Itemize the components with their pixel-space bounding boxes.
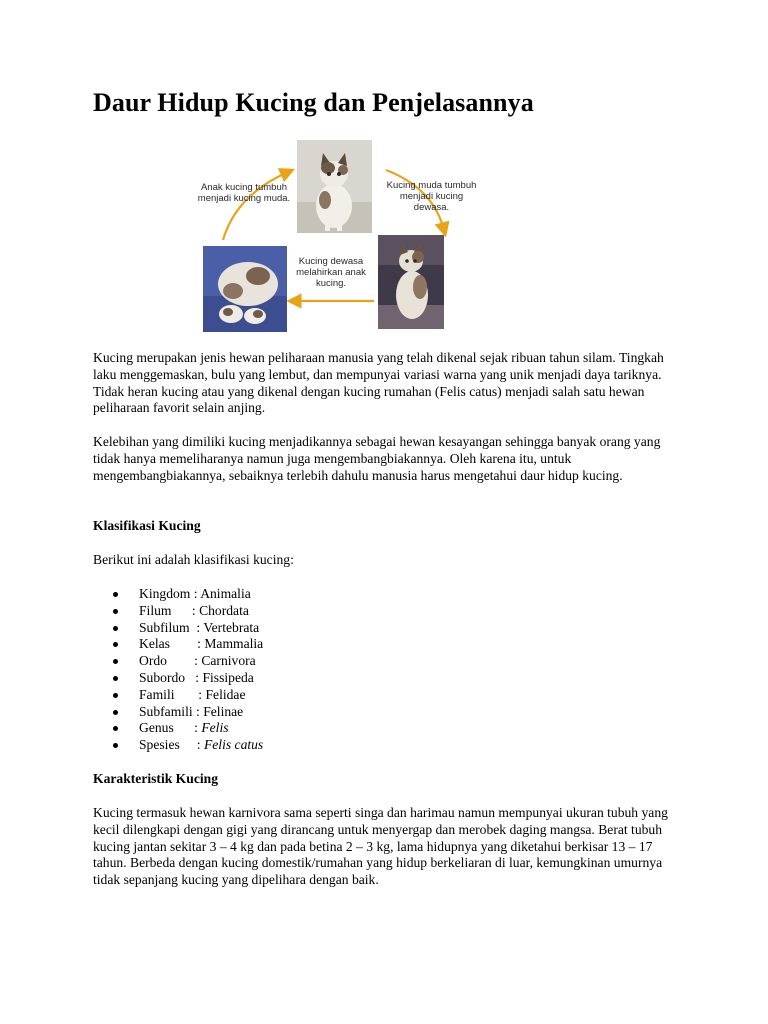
bullet-icon xyxy=(113,626,118,631)
cat-with-kittens-photo xyxy=(203,246,287,332)
label-young-to-adult: Kucing muda tumbuh menjadi kucing dewasa. xyxy=(386,180,477,213)
list-item: Subordo : Fissipeda xyxy=(93,670,263,687)
list-item: Filum : Chordata xyxy=(93,603,263,620)
klasifikasi-value: Felis catus xyxy=(203,737,264,753)
adult-cat-photo xyxy=(378,235,444,329)
klasifikasi-value: Fissipeda xyxy=(202,669,254,685)
klasifikasi-name: Spesies xyxy=(139,737,180,753)
paragraph-kelebihan: Kelebihan yang dimiliki kucing menjadikannya sebagai hewan kesayangan sehingga banyak orang yang tidak hanya memeliharanya namun juga mengembangbiakannya. Oleh karena itu, untuk mengembangbiakannya, sebaiknya terlebih dahulu manusia harus mengetahui daur hidup kucing. xyxy=(93,434,661,483)
bullet-icon xyxy=(113,743,118,748)
klasifikasi-value: Carnivora xyxy=(201,653,256,669)
bullet-icon xyxy=(113,609,118,614)
list-item: Subfilum : Vertebrata xyxy=(93,620,263,637)
klasifikasi-value: Animalia xyxy=(200,586,251,601)
klasifikasi-name: Filum xyxy=(139,602,172,618)
klasifikasi-name: Subordo xyxy=(139,669,186,685)
klasifikasi-value: Chordata xyxy=(199,602,249,618)
klasifikasi-list xyxy=(93,586,263,754)
klasifikasi-name: Ordo xyxy=(139,653,167,669)
klasifikasi-value: Felidae xyxy=(205,686,246,702)
life-cycle-figure xyxy=(188,140,488,332)
page-title: Daur Hidup Kucing dan Penjelasannya xyxy=(93,88,534,117)
list-item: Famili : Felidae xyxy=(93,687,263,704)
klasifikasi-value: Mammalia xyxy=(204,636,264,652)
paragraph-karakteristik: Kucing termasuk hewan karnivora sama seperti singa dan harimau namun mempunyai ukuran tubuh yang kecil dilengkapi dengan gigi yang dirancang untuk menyergap dan merobek daging mangsa. Berat tubuh kucing jantan sekitar 3 – 4 kg dan pada betina 2 – 3 kg, lama hidupnya yang diketahui berkisar 13 – 17 tahun. Berbeda dengan kucing domestik/rumahan yang hidup berkeliaran di luar, kemungkinan umurnya tidak sepanjang kucing yang dipelihara dengan baik. xyxy=(93,805,668,888)
bullet-icon xyxy=(113,693,118,698)
klasifikasi-name: Subfamili xyxy=(139,703,193,719)
bullet-icon xyxy=(113,642,118,647)
bullet-icon xyxy=(113,710,118,715)
label-adult-gives-birth: Kucing dewasa melahirkan anak kucing. xyxy=(296,256,366,289)
klasifikasi-value: Felinae xyxy=(203,703,244,719)
klasifikasi-value: Felis xyxy=(201,720,229,736)
klasifikasi-name: Kingdom xyxy=(139,586,191,601)
list-item: Ordo : Carnivora xyxy=(93,653,263,670)
heading-karakteristik: Karakteristik Kucing xyxy=(93,771,218,786)
klasifikasi-name: Kelas xyxy=(139,636,170,652)
list-item: Genus : Felis xyxy=(93,720,263,737)
heading-klasifikasi: Klasifikasi Kucing xyxy=(93,518,201,533)
bullet-icon xyxy=(113,659,118,664)
paragraph-klasifikasi-intro: Berikut ini adalah klasifikasi kucing: xyxy=(93,552,294,567)
kitten-photo xyxy=(297,140,372,233)
paragraph-intro: Kucing merupakan jenis hewan peliharaan manusia yang telah dikenal sejak ribuan tahun silam. Tingkah laku menggemaskan, bulu yang lembut, dan mempunyai variasi warna yang unik menjadi daya tariknya. Tidak heran kucing atau yang dikenal dengan kucing rumahan (Felis catus) menjadi salah satu hewan peliharaan favorit selain anjing. xyxy=(93,350,664,416)
bullet-icon xyxy=(113,726,118,731)
list-item: Kingdom : Animalia xyxy=(93,586,263,603)
label-kitten-to-young: Anak kucing tumbuh menjadi kucing muda. xyxy=(197,182,291,204)
list-item: Subfamili : Felinae xyxy=(93,704,263,721)
list-item: Spesies : Felis catus xyxy=(93,737,263,754)
klasifikasi-value: Vertebrata xyxy=(203,619,260,635)
klasifikasi-name: Famili xyxy=(139,686,175,702)
list-item: Kelas : Mammalia xyxy=(93,636,263,653)
bullet-icon xyxy=(113,592,118,597)
bullet-icon xyxy=(113,676,118,681)
klasifikasi-name: Genus xyxy=(139,720,174,736)
klasifikasi-name: Subfilum xyxy=(139,619,190,635)
